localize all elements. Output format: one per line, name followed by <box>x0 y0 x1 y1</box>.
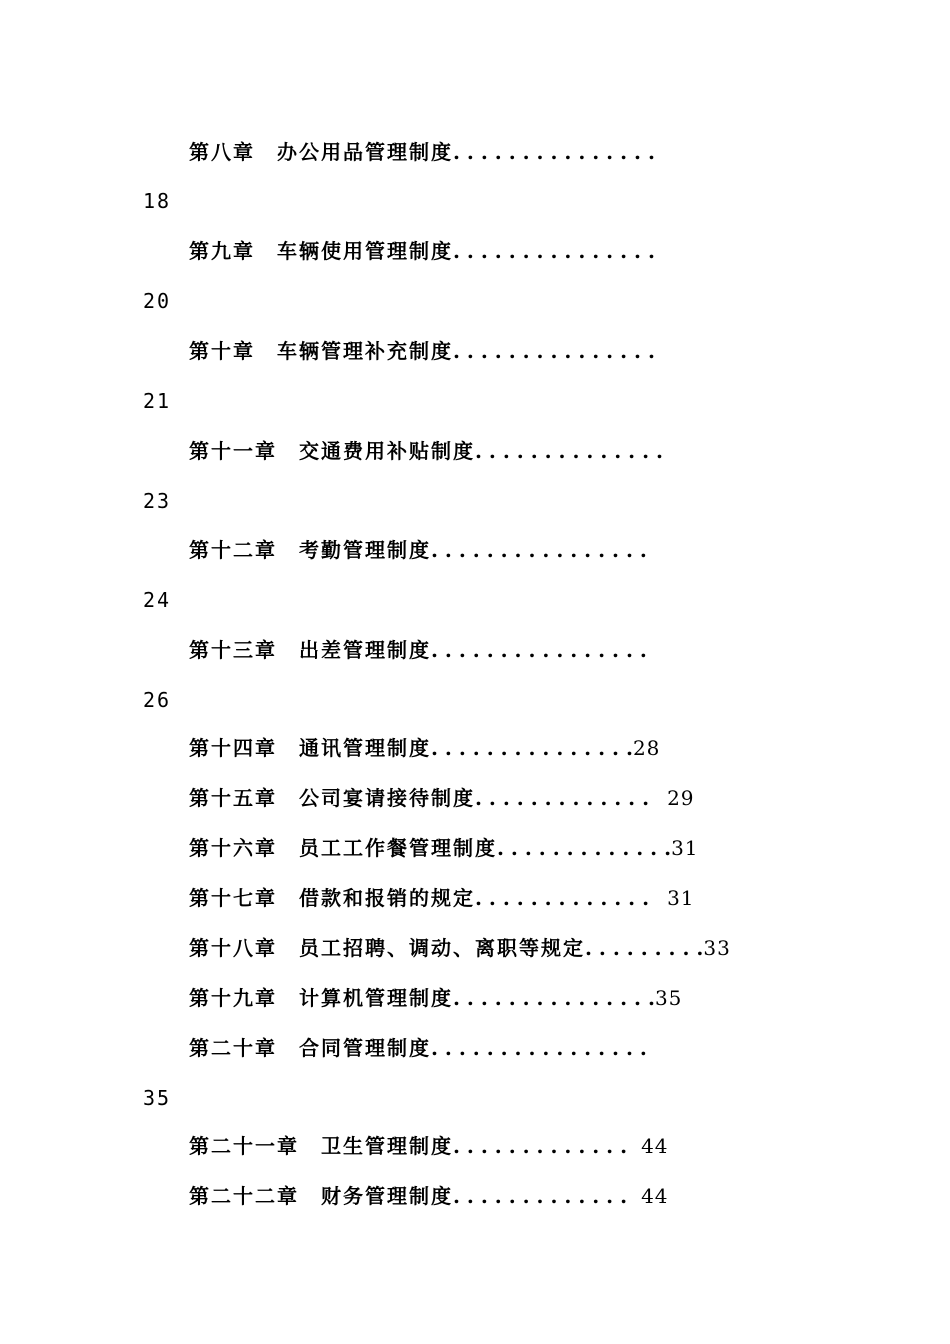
toc-chapter-title: 财务管理制度 <box>321 1184 453 1208</box>
toc-leader-dots: . . . . . . . . . . . . . . <box>475 439 663 463</box>
toc-chapter-title: 公司宴请接待制度 <box>299 786 475 810</box>
toc-page-number[interactable]: 18 <box>143 189 172 213</box>
toc-entry[interactable] <box>189 437 663 465</box>
toc-entry[interactable] <box>189 984 682 1012</box>
toc-entry[interactable] <box>189 1132 669 1160</box>
toc-chapter-title: 出差管理制度 <box>299 638 431 662</box>
toc-chapter-title: 员工招聘、调动、离职等规定 <box>299 936 585 960</box>
toc-page-number: 29 <box>667 786 695 810</box>
toc-chapter-number: 第二十章 <box>189 1036 277 1060</box>
toc-chapter-title: 合同管理制度 <box>299 1036 431 1060</box>
toc-chapter-number: 第二十二章 <box>189 1184 299 1208</box>
toc-leader-dots: . . . . . . . . . . . . . . . <box>453 239 655 263</box>
toc-leader-dots: . . . . . . . . . . . . . . . . <box>431 638 647 662</box>
toc-entry[interactable] <box>189 784 695 812</box>
toc-entry[interactable] <box>189 734 660 762</box>
toc-leader-dots: . . . . . . . . . . . . . . . <box>453 140 655 164</box>
toc-page-number[interactable]: 35 <box>143 1086 172 1110</box>
toc-chapter-number: 第十二章 <box>189 538 277 562</box>
toc-chapter-number: 第二十一章 <box>189 1134 299 1158</box>
toc-entry[interactable] <box>189 237 655 265</box>
toc-chapter-number: 第八章 <box>189 140 255 164</box>
toc-leader-dots: . . . . . . . . . . . . . . . . <box>431 1036 647 1060</box>
toc-leader-dots: . . . . . . . . . . . . . . . <box>431 736 633 760</box>
toc-entry[interactable] <box>189 934 731 962</box>
toc-page-number: 33 <box>703 936 731 960</box>
toc-leader-dots: . . . . . . . . . . . . . <box>453 1184 628 1208</box>
toc-chapter-number: 第十三章 <box>189 638 277 662</box>
toc-page-number[interactable]: 20 <box>143 289 172 313</box>
toc-page-number: 35 <box>654 986 683 1010</box>
toc-leader-dots: . . . . . . . . . . . . . . . <box>453 339 655 363</box>
toc-chapter-title: 办公用品管理制度 <box>277 140 453 164</box>
toc-entry[interactable] <box>189 1034 647 1062</box>
toc-page-number: 44 <box>641 1134 669 1158</box>
toc-page-number[interactable]: 21 <box>143 389 172 413</box>
toc-chapter-number: 第十五章 <box>189 786 277 810</box>
toc-chapter-title: 借款和报销的规定 <box>299 886 475 910</box>
toc-chapter-title: 车辆使用管理制度 <box>277 239 453 263</box>
toc-chapter-number: 第十六章 <box>189 836 277 860</box>
toc-leader-dots: . . . . . . . . . <box>585 936 704 960</box>
toc-chapter-number: 第九章 <box>189 239 255 263</box>
toc-chapter-title: 员工工作餐管理制度 <box>299 836 497 860</box>
toc-chapter-title: 通讯管理制度 <box>299 736 431 760</box>
toc-leader-dots: . . . . . . . . . . . . . <box>475 886 650 910</box>
toc-leader-dots: . . . . . . . . . . . . . <box>453 1134 628 1158</box>
toc-leader-dots: . . . . . . . . . . . . . <box>497 836 672 860</box>
toc-chapter-number: 第十九章 <box>189 986 277 1010</box>
toc-page-number[interactable]: 23 <box>143 489 172 513</box>
toc-chapter-number: 第十七章 <box>189 886 277 910</box>
toc-page-number: 31 <box>667 886 695 910</box>
toc-entry[interactable] <box>189 138 655 166</box>
toc-chapter-number: 第十四章 <box>189 736 277 760</box>
toc-leader-dots: . . . . . . . . . . . . . . . <box>453 986 655 1010</box>
toc-page-number: 31 <box>671 836 699 860</box>
toc-entry[interactable] <box>189 884 695 912</box>
toc-page-number: 44 <box>641 1184 669 1208</box>
toc-chapter-number: 第十章 <box>189 339 255 363</box>
toc-page-number[interactable]: 24 <box>143 588 172 612</box>
toc-chapter-title: 计算机管理制度 <box>299 986 453 1010</box>
toc-chapter-title: 交通费用补贴制度 <box>299 439 475 463</box>
toc-chapter-number: 第十一章 <box>189 439 277 463</box>
toc-page-number[interactable]: 26 <box>143 688 172 712</box>
toc-entry[interactable] <box>189 834 699 862</box>
toc-leader-dots: . . . . . . . . . . . . . <box>475 786 650 810</box>
toc-page-number: 28 <box>632 736 661 760</box>
toc-entry[interactable] <box>189 337 655 365</box>
toc-chapter-title: 卫生管理制度 <box>321 1134 453 1158</box>
toc-chapter-title: 考勤管理制度 <box>299 538 431 562</box>
toc-entry[interactable] <box>189 1182 669 1210</box>
toc-entry[interactable] <box>189 536 647 564</box>
toc-leader-dots: . . . . . . . . . . . . . . . . <box>431 538 647 562</box>
toc-entry[interactable] <box>189 636 647 664</box>
toc-chapter-number: 第十八章 <box>189 936 277 960</box>
toc-chapter-title: 车辆管理补充制度 <box>277 339 453 363</box>
